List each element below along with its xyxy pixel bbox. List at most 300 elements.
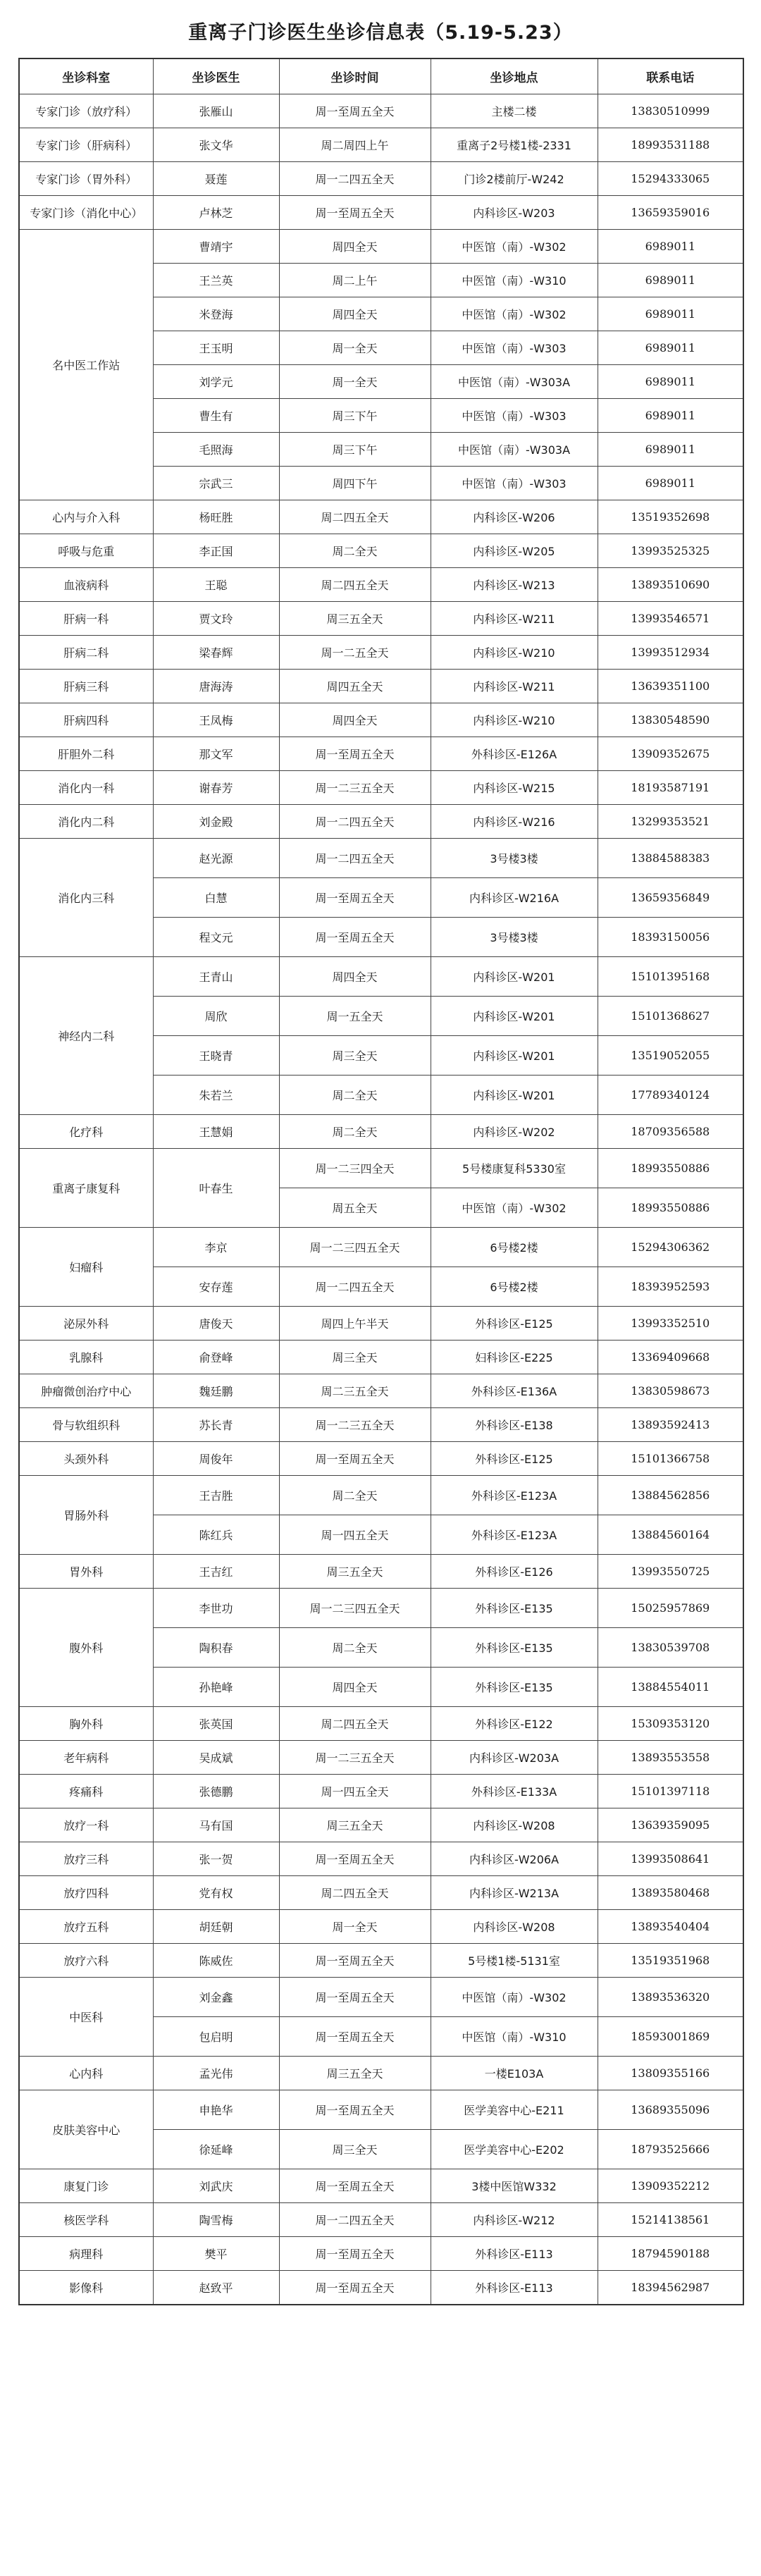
cell-doctor: 周欣: [153, 997, 279, 1036]
cell-phone: 13519352698: [598, 500, 743, 534]
cell-phone: 6989011: [598, 467, 743, 500]
table-row: [19, 162, 743, 196]
cell-doctor: 张英国: [153, 1707, 279, 1741]
table-row: [19, 1374, 743, 1408]
cell-place: 内科诊区-W208: [431, 1910, 598, 1944]
cell-phone: 18394562987: [598, 2271, 743, 2305]
cell-place: 内科诊区-W210: [431, 636, 598, 670]
cell-doctor: 刘金殿: [153, 805, 279, 839]
cell-dept: 专家门诊（肝病科）: [19, 128, 153, 162]
column-header-place: 坐诊地点: [431, 58, 598, 94]
cell-time: 周一五全天: [279, 997, 431, 1036]
cell-time: 周一二四五全天: [279, 839, 431, 878]
cell-dept: 腹外科: [19, 1589, 153, 1707]
cell-phone: 13639351100: [598, 670, 743, 703]
cell-time: 周一至周五全天: [279, 1978, 431, 2017]
cell-dept: 老年病科: [19, 1741, 153, 1775]
table-row: [19, 1149, 743, 1188]
cell-doctor: 那文军: [153, 737, 279, 771]
cell-phone: 18593001869: [598, 2017, 743, 2057]
cell-dept: 重离子康复科: [19, 1149, 153, 1228]
cell-dept: 影像科: [19, 2271, 153, 2305]
cell-doctor: 胡廷朝: [153, 1910, 279, 1944]
cell-time: 周一二四五全天: [279, 2203, 431, 2237]
cell-phone: 18993550886: [598, 1149, 743, 1188]
cell-time: 周二四五全天: [279, 1876, 431, 1910]
cell-place: 内科诊区-W208: [431, 1808, 598, 1842]
cell-time: 周四全天: [279, 957, 431, 997]
cell-time: 周一至周五全天: [279, 878, 431, 918]
cell-time: 周五全天: [279, 1188, 431, 1228]
cell-time: 周一二四五全天: [279, 162, 431, 196]
cell-phone: 13993550725: [598, 1555, 743, 1589]
cell-phone: 18793525666: [598, 2130, 743, 2169]
table-row: [19, 2237, 743, 2271]
cell-phone: 15294306362: [598, 1228, 743, 1267]
cell-time: 周一二三四全天: [279, 1149, 431, 1188]
cell-doctor: 孟光伟: [153, 2057, 279, 2090]
cell-place: 内科诊区-W203: [431, 196, 598, 230]
cell-doctor: 张文华: [153, 128, 279, 162]
cell-doctor: 毛照海: [153, 433, 279, 467]
cell-doctor: 李世功: [153, 1589, 279, 1628]
cell-dept: 胃外科: [19, 1555, 153, 1589]
table-row: [19, 636, 743, 670]
table-row: [19, 500, 743, 534]
cell-time: 周一至周五全天: [279, 918, 431, 957]
cell-place: 内科诊区-W201: [431, 1036, 598, 1076]
cell-doctor: 刘武庆: [153, 2169, 279, 2203]
column-header-doctor: 坐诊医生: [153, 58, 279, 94]
table-row: [19, 1944, 743, 1978]
cell-phone: 13830598673: [598, 1374, 743, 1408]
table-row: [19, 534, 743, 568]
cell-phone: 13993352510: [598, 1307, 743, 1341]
cell-dept: 专家门诊（胃外科）: [19, 162, 153, 196]
cell-phone: 13909352212: [598, 2169, 743, 2203]
cell-doctor: 王凤梅: [153, 703, 279, 737]
cell-doctor: 张雁山: [153, 94, 279, 128]
cell-dept: 泌尿外科: [19, 1307, 153, 1341]
cell-doctor: 安存莲: [153, 1267, 279, 1307]
cell-dept: 康复门诊: [19, 2169, 153, 2203]
cell-phone: 13993508641: [598, 1842, 743, 1876]
table-body: [19, 94, 743, 2305]
cell-dept: 疼痛科: [19, 1775, 153, 1808]
cell-time: 周一全天: [279, 331, 431, 365]
cell-phone: 6989011: [598, 399, 743, 433]
cell-doctor: 吴成斌: [153, 1741, 279, 1775]
cell-time: 周二四五全天: [279, 500, 431, 534]
cell-place: 医学美容中心-E202: [431, 2130, 598, 2169]
column-header-phone: 联系电话: [598, 58, 743, 94]
cell-time: 周一至周五全天: [279, 1944, 431, 1978]
cell-time: 周一至周五全天: [279, 737, 431, 771]
cell-place: 中医馆（南）-W303A: [431, 365, 598, 399]
table-row: [19, 1341, 743, 1374]
cell-dept: 名中医工作站: [19, 230, 153, 500]
cell-doctor: 马有国: [153, 1808, 279, 1842]
cell-dept: 胸外科: [19, 1707, 153, 1741]
cell-time: 周三五全天: [279, 1808, 431, 1842]
cell-phone: 15101368627: [598, 997, 743, 1036]
cell-phone: 13993525325: [598, 534, 743, 568]
cell-dept: 乳腺科: [19, 1341, 153, 1374]
cell-place: 外科诊区-E113: [431, 2271, 598, 2305]
cell-dept: 病理科: [19, 2237, 153, 2271]
cell-place: 内科诊区-W213: [431, 568, 598, 602]
cell-dept: 肝病三科: [19, 670, 153, 703]
cell-place: 中医馆（南）-W310: [431, 2017, 598, 2057]
cell-doctor: 包启明: [153, 2017, 279, 2057]
cell-time: 周二全天: [279, 1628, 431, 1668]
cell-doctor: 梁春辉: [153, 636, 279, 670]
cell-phone: 13893510690: [598, 568, 743, 602]
cell-time: 周二上午: [279, 264, 431, 297]
table-row: [19, 703, 743, 737]
cell-phone: 6989011: [598, 331, 743, 365]
cell-doctor: 党有权: [153, 1876, 279, 1910]
cell-dept: 核医学科: [19, 2203, 153, 2237]
cell-doctor: 陶雪梅: [153, 2203, 279, 2237]
cell-doctor: 申艳华: [153, 2090, 279, 2130]
cell-place: 内科诊区-W203A: [431, 1741, 598, 1775]
table-row: [19, 1741, 743, 1775]
cell-dept: 皮肤美容中心: [19, 2090, 153, 2169]
cell-doctor: 谢春芳: [153, 771, 279, 805]
cell-time: 周三全天: [279, 2130, 431, 2169]
table-row: [19, 771, 743, 805]
cell-phone: 13993512934: [598, 636, 743, 670]
cell-phone: 13830510999: [598, 94, 743, 128]
cell-place: 内科诊区-W212: [431, 2203, 598, 2237]
cell-dept: 消化内三科: [19, 839, 153, 957]
cell-phone: 13893540404: [598, 1910, 743, 1944]
cell-time: 周二四五全天: [279, 1707, 431, 1741]
cell-phone: 17789340124: [598, 1076, 743, 1115]
cell-place: 妇科诊区-E225: [431, 1341, 598, 1374]
cell-time: 周一至周五全天: [279, 94, 431, 128]
cell-phone: 13884588383: [598, 839, 743, 878]
cell-phone: 6989011: [598, 297, 743, 331]
cell-place: 外科诊区-E123A: [431, 1515, 598, 1555]
cell-doctor: 王青山: [153, 957, 279, 997]
cell-phone: 18993531188: [598, 128, 743, 162]
cell-doctor: 卢林芝: [153, 196, 279, 230]
cell-phone: 13893553558: [598, 1741, 743, 1775]
cell-time: 周一至周五全天: [279, 2169, 431, 2203]
cell-doctor: 曹靖宇: [153, 230, 279, 264]
cell-doctor: 陈威佐: [153, 1944, 279, 1978]
cell-place: 一楼E103A: [431, 2057, 598, 2090]
cell-place: 中医馆（南）-W303: [431, 467, 598, 500]
cell-phone: 15309353120: [598, 1707, 743, 1741]
cell-place: 外科诊区-E123A: [431, 1476, 598, 1515]
cell-place: 外科诊区-E113: [431, 2237, 598, 2271]
cell-time: 周一至周五全天: [279, 196, 431, 230]
table-row: [19, 1842, 743, 1876]
table-row: [19, 1228, 743, 1267]
table-row: [19, 2271, 743, 2305]
cell-dept: 肝胆外二科: [19, 737, 153, 771]
cell-phone: 13893592413: [598, 1408, 743, 1442]
cell-doctor: 苏长青: [153, 1408, 279, 1442]
cell-phone: 15025957869: [598, 1589, 743, 1628]
cell-phone: 13884554011: [598, 1668, 743, 1707]
column-header-dept: 坐诊科室: [19, 58, 153, 94]
cell-place: 内科诊区-W201: [431, 1076, 598, 1115]
table-row: [19, 196, 743, 230]
cell-doctor: 米登海: [153, 297, 279, 331]
cell-place: 医学美容中心-E211: [431, 2090, 598, 2130]
cell-place: 5号楼康复科5330室: [431, 1149, 598, 1188]
cell-time: 周四全天: [279, 230, 431, 264]
table-row: [19, 1775, 743, 1808]
cell-place: 外科诊区-E135: [431, 1589, 598, 1628]
cell-doctor: 张一贺: [153, 1842, 279, 1876]
cell-doctor: 陶积春: [153, 1628, 279, 1668]
cell-time: 周一四五全天: [279, 1515, 431, 1555]
table-header-row: [19, 58, 743, 94]
cell-time: 周四五全天: [279, 670, 431, 703]
cell-time: 周三五全天: [279, 602, 431, 636]
cell-doctor: 聂莲: [153, 162, 279, 196]
cell-phone: 18709356588: [598, 1115, 743, 1149]
table-row: [19, 2090, 743, 2130]
cell-time: 周一至周五全天: [279, 1442, 431, 1476]
cell-phone: 18794590188: [598, 2237, 743, 2271]
cell-time: 周四上午半天: [279, 1307, 431, 1341]
cell-phone: 13299353521: [598, 805, 743, 839]
cell-phone: 13884560164: [598, 1515, 743, 1555]
table-row: [19, 670, 743, 703]
cell-phone: 15101366758: [598, 1442, 743, 1476]
table-row: [19, 737, 743, 771]
cell-dept: 肝病一科: [19, 602, 153, 636]
cell-phone: 13830548590: [598, 703, 743, 737]
cell-doctor: 王聪: [153, 568, 279, 602]
cell-doctor: 李正国: [153, 534, 279, 568]
cell-time: 周一二四五全天: [279, 805, 431, 839]
table-row: [19, 1808, 743, 1842]
table-row: [19, 128, 743, 162]
cell-dept: 心内科: [19, 2057, 153, 2090]
cell-doctor: 魏廷鹏: [153, 1374, 279, 1408]
cell-dept: 妇瘤科: [19, 1228, 153, 1307]
cell-place: 3楼中医馆W332: [431, 2169, 598, 2203]
table-row: [19, 1707, 743, 1741]
cell-dept: 骨与软组织科: [19, 1408, 153, 1442]
table-row: [19, 1555, 743, 1589]
cell-place: 内科诊区-W205: [431, 534, 598, 568]
cell-dept: 中医科: [19, 1978, 153, 2057]
cell-time: 周四全天: [279, 703, 431, 737]
cell-place: 6号楼2楼: [431, 1228, 598, 1267]
cell-doctor: 王玉明: [153, 331, 279, 365]
cell-doctor: 王吉胜: [153, 1476, 279, 1515]
cell-dept: 放疗四科: [19, 1876, 153, 1910]
table-row: [19, 1307, 743, 1341]
cell-phone: 6989011: [598, 230, 743, 264]
cell-time: 周二全天: [279, 1076, 431, 1115]
cell-doctor: 王吉红: [153, 1555, 279, 1589]
table-row: [19, 568, 743, 602]
cell-time: 周二周四上午: [279, 128, 431, 162]
cell-place: 外科诊区-E136A: [431, 1374, 598, 1408]
cell-time: 周二全天: [279, 534, 431, 568]
cell-dept: 放疗六科: [19, 1944, 153, 1978]
cell-place: 外科诊区-E135: [431, 1668, 598, 1707]
cell-time: 周一二三五全天: [279, 771, 431, 805]
cell-time: 周二四五全天: [279, 568, 431, 602]
cell-dept: 心内与介入科: [19, 500, 153, 534]
cell-time: 周一二四五全天: [279, 1267, 431, 1307]
cell-phone: 13659359016: [598, 196, 743, 230]
table-row: [19, 1476, 743, 1515]
cell-place: 5号楼1楼-5131室: [431, 1944, 598, 1978]
cell-doctor: 唐俊天: [153, 1307, 279, 1341]
table-row: [19, 602, 743, 636]
cell-place: 内科诊区-W202: [431, 1115, 598, 1149]
cell-doctor: 唐海涛: [153, 670, 279, 703]
cell-doctor: 朱若兰: [153, 1076, 279, 1115]
cell-phone: 13909352675: [598, 737, 743, 771]
cell-time: 周二三五全天: [279, 1374, 431, 1408]
cell-doctor: 宗武三: [153, 467, 279, 500]
cell-time: 周一至周五全天: [279, 2271, 431, 2305]
cell-phone: 13884562856: [598, 1476, 743, 1515]
cell-place: 外科诊区-E133A: [431, 1775, 598, 1808]
cell-time: 周一全天: [279, 365, 431, 399]
cell-time: 周三下午: [279, 433, 431, 467]
cell-time: 周三全天: [279, 1341, 431, 1374]
cell-phone: 6989011: [598, 365, 743, 399]
cell-doctor: 曹生有: [153, 399, 279, 433]
cell-phone: 13830539708: [598, 1628, 743, 1668]
cell-phone: 13809355166: [598, 2057, 743, 2090]
cell-dept: 胃肠外科: [19, 1476, 153, 1555]
table-row: [19, 1115, 743, 1149]
cell-phone: 13519052055: [598, 1036, 743, 1076]
cell-place: 内科诊区-W215: [431, 771, 598, 805]
cell-doctor: 俞登峰: [153, 1341, 279, 1374]
cell-place: 内科诊区-W216A: [431, 878, 598, 918]
cell-time: 周一二三五全天: [279, 1741, 431, 1775]
column-header-time: 坐诊时间: [279, 58, 431, 94]
schedule-table: [18, 58, 744, 2305]
cell-dept: 放疗三科: [19, 1842, 153, 1876]
cell-phone: 15214138561: [598, 2203, 743, 2237]
cell-phone: 13369409668: [598, 1341, 743, 1374]
cell-place: 3号楼3楼: [431, 839, 598, 878]
cell-doctor: 赵致平: [153, 2271, 279, 2305]
cell-place: 内科诊区-W213A: [431, 1876, 598, 1910]
cell-dept: 化疗科: [19, 1115, 153, 1149]
cell-place: 外科诊区-E125: [431, 1307, 598, 1341]
table-row: [19, 805, 743, 839]
cell-doctor: 王兰英: [153, 264, 279, 297]
cell-doctor: 程文元: [153, 918, 279, 957]
cell-place: 6号楼2楼: [431, 1267, 598, 1307]
cell-place: 主楼二楼: [431, 94, 598, 128]
cell-time: 周一至周五全天: [279, 2017, 431, 2057]
table-row: [19, 2057, 743, 2090]
cell-doctor: 刘金鑫: [153, 1978, 279, 2017]
cell-doctor: 孙艳峰: [153, 1668, 279, 1707]
cell-doctor: 樊平: [153, 2237, 279, 2271]
cell-dept: 呼吸与危重: [19, 534, 153, 568]
table-row: [19, 957, 743, 997]
cell-phone: 18393150056: [598, 918, 743, 957]
cell-time: 周三下午: [279, 399, 431, 433]
cell-time: 周二全天: [279, 1115, 431, 1149]
cell-time: 周三全天: [279, 1036, 431, 1076]
cell-doctor: 赵光源: [153, 839, 279, 878]
cell-doctor: 周俊年: [153, 1442, 279, 1476]
cell-place: 中医馆（南）-W303A: [431, 433, 598, 467]
cell-place: 内科诊区-W206A: [431, 1842, 598, 1876]
cell-time: 周三五全天: [279, 1555, 431, 1589]
table-row: [19, 1876, 743, 1910]
table-row: [19, 2203, 743, 2237]
cell-place: 内科诊区-W201: [431, 997, 598, 1036]
cell-time: 周一二三五全天: [279, 1408, 431, 1442]
cell-dept: 专家门诊（消化中心）: [19, 196, 153, 230]
cell-time: 周一四五全天: [279, 1775, 431, 1808]
cell-doctor: 刘学元: [153, 365, 279, 399]
cell-place: 外科诊区-E135: [431, 1628, 598, 1668]
cell-place: 内科诊区-W211: [431, 602, 598, 636]
cell-place: 外科诊区-E126: [431, 1555, 598, 1589]
cell-phone: 18393952593: [598, 1267, 743, 1307]
table-row: [19, 2169, 743, 2203]
cell-time: 周一二五全天: [279, 636, 431, 670]
cell-phone: 13893580468: [598, 1876, 743, 1910]
cell-phone: 6989011: [598, 433, 743, 467]
cell-phone: 15101395168: [598, 957, 743, 997]
cell-time: 周二全天: [279, 1476, 431, 1515]
cell-place: 中医馆（南）-W303: [431, 331, 598, 365]
cell-dept: 肿瘤微创治疗中心: [19, 1374, 153, 1408]
cell-phone: 18993550886: [598, 1188, 743, 1228]
cell-place: 内科诊区-W206: [431, 500, 598, 534]
cell-place: 中医馆（南）-W310: [431, 264, 598, 297]
cell-phone: 18193587191: [598, 771, 743, 805]
cell-time: 周一至周五全天: [279, 2237, 431, 2271]
cell-dept: 消化内二科: [19, 805, 153, 839]
cell-phone: 13519351968: [598, 1944, 743, 1978]
cell-time: 周四全天: [279, 1668, 431, 1707]
cell-phone: 15294333065: [598, 162, 743, 196]
table-row: [19, 1978, 743, 2017]
cell-doctor: 白慧: [153, 878, 279, 918]
cell-dept: 放疗五科: [19, 1910, 153, 1944]
cell-dept: 放疗一科: [19, 1808, 153, 1842]
cell-place: 内科诊区-W216: [431, 805, 598, 839]
cell-doctor: 叶春生: [153, 1149, 279, 1228]
cell-phone: 13893536320: [598, 1978, 743, 2017]
cell-dept: 肝病二科: [19, 636, 153, 670]
cell-doctor: 张德鹏: [153, 1775, 279, 1808]
cell-dept: 血液病科: [19, 568, 153, 602]
cell-place: 内科诊区-W210: [431, 703, 598, 737]
cell-place: 内科诊区-W211: [431, 670, 598, 703]
cell-time: 周一至周五全天: [279, 2090, 431, 2130]
cell-dept: 神经内二科: [19, 957, 153, 1115]
table-row: [19, 1442, 743, 1476]
cell-doctor: 李京: [153, 1228, 279, 1267]
cell-phone: 13639359095: [598, 1808, 743, 1842]
